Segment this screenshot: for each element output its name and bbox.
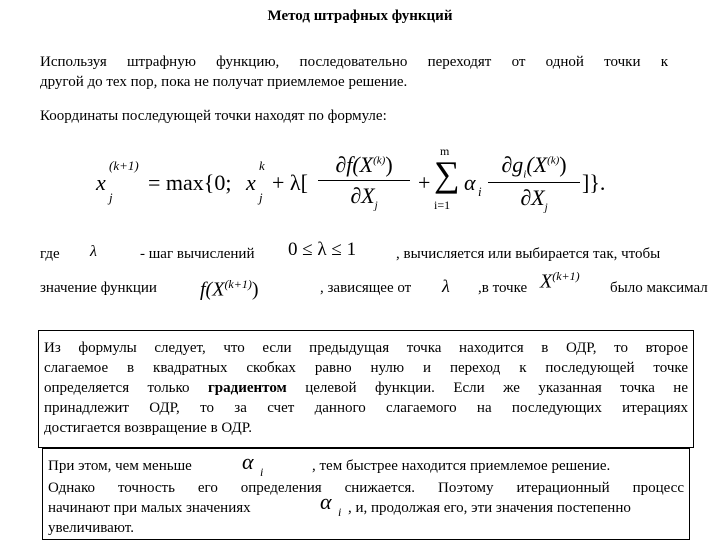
coords-line: Координаты последующей точки находят по формуле: bbox=[40, 108, 387, 124]
at-point-text: ,в точке bbox=[478, 280, 528, 296]
formula-alpha-sub: i bbox=[478, 184, 482, 199]
formula-plus-lambda: + λ[ bbox=[272, 170, 308, 195]
fraction-2-numerator: ∂g bbox=[501, 152, 524, 177]
value-text: значение функции bbox=[40, 280, 157, 296]
paragraph-1-line-1: Из формулы следует, что если предыдущая точка находится в ОДР, то второе bbox=[44, 340, 688, 356]
depends-text: , зависящее от bbox=[320, 280, 412, 296]
step-text: - шаг вычислений bbox=[140, 246, 255, 262]
paragraph-1-line-2: слагаемое в квадратных скобках равно нулю и переход к последующей точке bbox=[44, 360, 688, 376]
fraction-2-num-sub: i bbox=[523, 168, 527, 181]
value-line bbox=[40, 269, 720, 304]
formula-close: ]}. bbox=[582, 170, 606, 195]
formula-fraction-2 bbox=[488, 152, 580, 214]
main-formula bbox=[96, 144, 616, 230]
para1-line3-a: определяется только bbox=[44, 380, 190, 396]
computed-text: , вычисляется или выбирается так, чтобы bbox=[396, 246, 661, 262]
paragraph-2-line-4: увеличивают. bbox=[48, 520, 134, 536]
paragraph-1-line-4: принадлежит ОДР, то за счет данного слагаемого на последующих итерациях bbox=[44, 400, 688, 416]
fraction-2-denominator: ∂X bbox=[520, 185, 545, 211]
formula-alpha: α bbox=[464, 170, 476, 195]
paragraph-2-line-3 bbox=[48, 489, 684, 520]
formula-x-sub: j bbox=[259, 190, 263, 205]
formula-lhs-sup: (k+1) bbox=[109, 158, 139, 173]
fraction-1-num-sup: (k) bbox=[373, 154, 386, 167]
sum-sign: ∑ bbox=[434, 154, 460, 194]
intro-line-1: Используя штрафную функцию, последовательно переходят от одной точки к bbox=[40, 54, 668, 70]
fraction-1-num-end: ) bbox=[385, 152, 393, 177]
formula-x: x bbox=[246, 170, 256, 195]
formula-lhs-var: x bbox=[96, 170, 106, 195]
formula-plus: + bbox=[418, 170, 431, 195]
para2-l3b: , и, продолжая его, эти значения постепенно bbox=[348, 500, 631, 516]
para2-l1b: , тем быстрее находится приемлемое решение. bbox=[312, 458, 611, 474]
fraction-2-num-sup: (k) bbox=[547, 154, 560, 167]
para1-line3-b: целевой функции. Если же указанная точка не bbox=[305, 380, 688, 396]
paragraph-1-line-5: достигается возвращение в ОДР. bbox=[44, 420, 252, 436]
lambda-range: 0 ≤ λ ≤ 1 bbox=[288, 239, 357, 260]
value-f-expr: $f(X^{(k+1)})$ bbox=[200, 277, 259, 301]
para2-alpha-1: α bbox=[242, 449, 254, 474]
gradient-word: градиентом bbox=[207, 380, 287, 396]
fraction-1-den-sub: j bbox=[374, 199, 378, 212]
formula-lhs-sub: j bbox=[109, 190, 113, 205]
max-text: было максимал bbox=[610, 280, 708, 296]
para2-l1a: При этом, чем меньше bbox=[48, 458, 192, 474]
paragraph-1-line-3 bbox=[44, 378, 688, 398]
fraction-1-denominator: ∂X bbox=[350, 183, 375, 208]
sum-upper-limit: m bbox=[440, 144, 450, 158]
formula-x-sup: k bbox=[259, 158, 265, 173]
fraction-2-num-end: ) bbox=[559, 152, 567, 177]
para2-alpha-2: α bbox=[320, 489, 332, 514]
para2-alpha-2-sub: i bbox=[338, 505, 342, 519]
formula-max: = max{0; bbox=[148, 170, 232, 195]
fraction-2-num-mid: (X bbox=[526, 152, 548, 177]
where-lambda: λ bbox=[90, 243, 97, 260]
page-title: Метод штрафных функций bbox=[267, 8, 453, 24]
intro-line-2: другой до тех пор, пока не получат приемлемое решение. bbox=[40, 74, 408, 90]
formula-fraction-1 bbox=[318, 152, 410, 211]
fraction-2-den-sub: j bbox=[544, 201, 548, 214]
paragraph-2-line-2: Однако точность его определения снижается. Поэтому итерационный процесс bbox=[48, 480, 684, 496]
fraction-1-numerator: ∂f(X bbox=[335, 152, 374, 177]
value-x-point: $X^{(k+1)}$ bbox=[540, 269, 580, 293]
where-line bbox=[40, 239, 720, 268]
para2-l3a: начинают при малых значениях bbox=[48, 500, 251, 516]
para2-alpha-1-sub: i bbox=[260, 465, 264, 479]
where-label: где bbox=[40, 246, 60, 262]
sum-lower-limit: i=1 bbox=[434, 198, 451, 212]
paragraph-2-line-1 bbox=[48, 449, 684, 479]
value-lambda: λ bbox=[442, 276, 450, 296]
